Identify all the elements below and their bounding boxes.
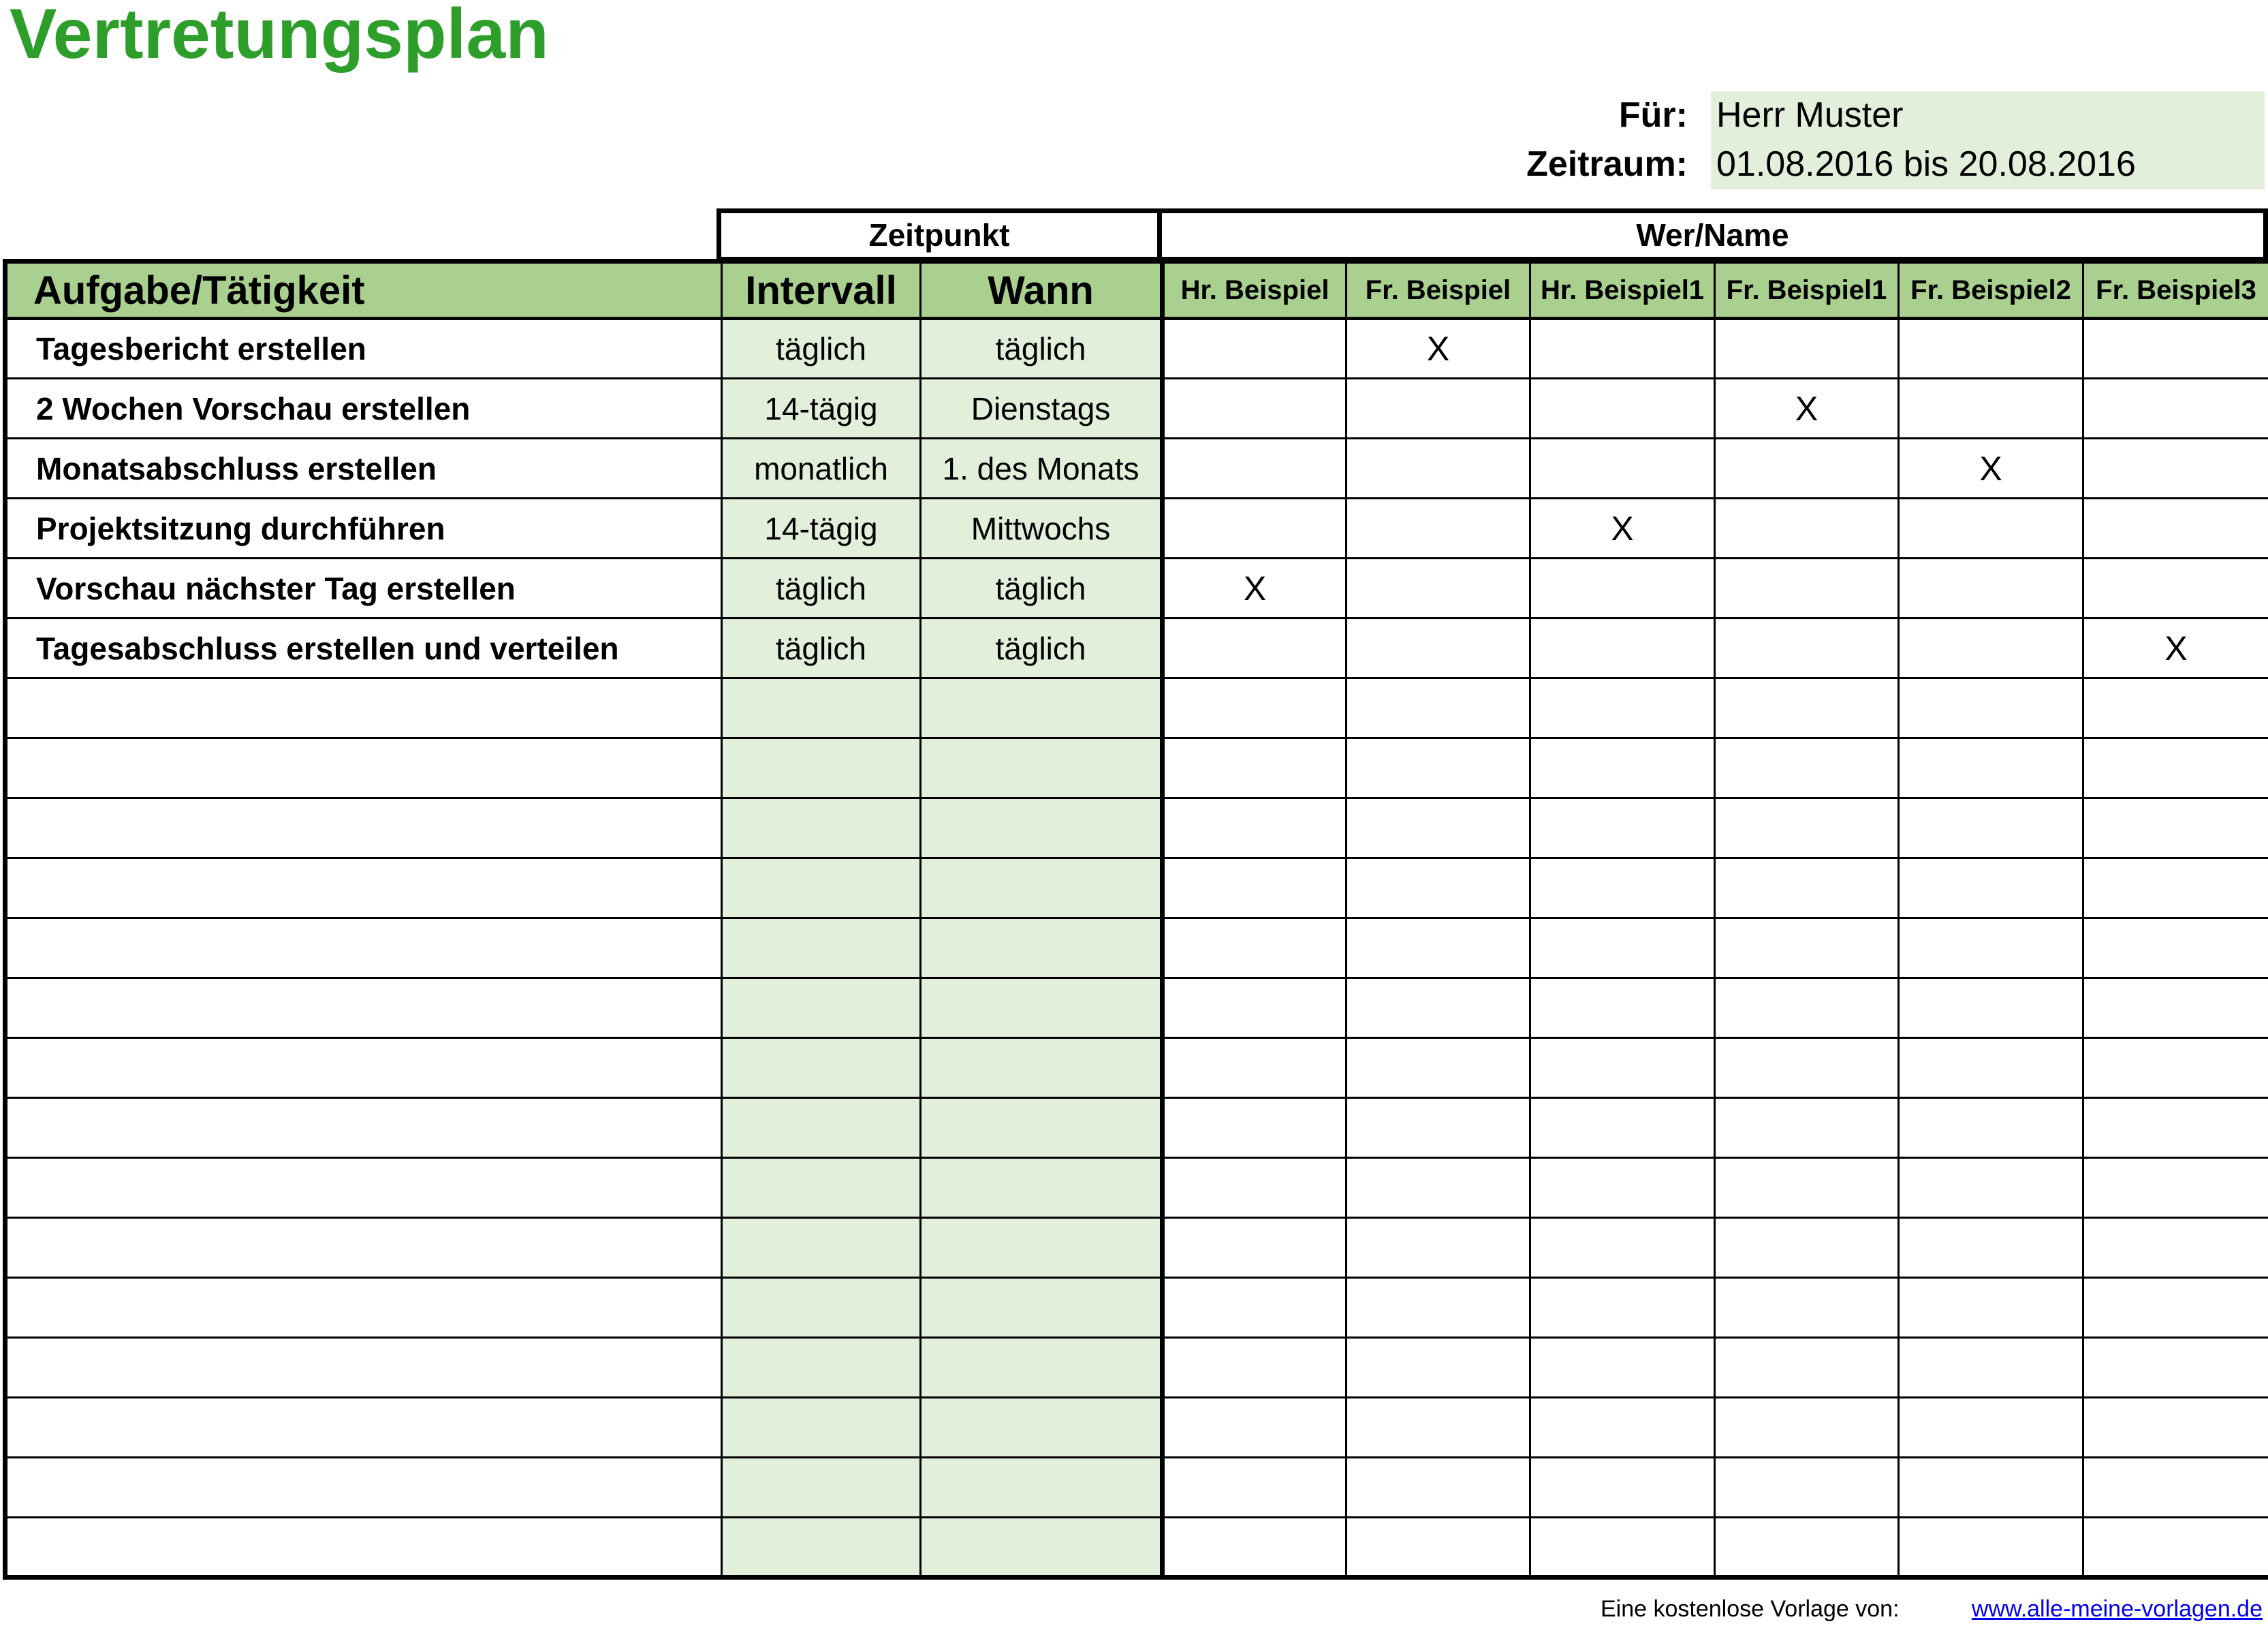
assignment-cell[interactable]: X [1346, 319, 1530, 379]
wann-cell[interactable]: Dienstags [921, 379, 1163, 439]
header-name-3: Hr. Beispiel1 [1530, 262, 1715, 319]
assignment-cell[interactable] [2083, 678, 2268, 738]
assignment-cell[interactable] [1715, 439, 1899, 499]
table-row [5, 1098, 2268, 1158]
intervall-cell[interactable] [722, 1218, 921, 1278]
assignment-cell[interactable] [1346, 798, 1530, 858]
assignment-cell[interactable] [1530, 918, 1715, 978]
intervall-cell[interactable] [722, 738, 921, 798]
assignment-cell[interactable] [1163, 1158, 1346, 1218]
task-cell[interactable]: Monatsabschluss erstellen [5, 439, 722, 499]
assignment-cell[interactable] [1346, 559, 1530, 619]
zeitraum-label: Zeitraum: [1526, 144, 1688, 184]
assignment-cell[interactable] [2083, 978, 2268, 1038]
assignment-cell[interactable] [2083, 1038, 2268, 1098]
zeitraum-value[interactable]: 01.08.2016 bis 20.08.2016 [1711, 140, 2265, 188]
assignment-cell[interactable] [1346, 858, 1530, 918]
assignment-cell[interactable] [1715, 319, 1899, 379]
assignment-cell[interactable] [1530, 1158, 1715, 1218]
wann-cell[interactable] [921, 1278, 1163, 1338]
assignment-cell[interactable] [1899, 319, 2083, 379]
header-name-4: Fr. Beispiel1 [1715, 262, 1899, 319]
task-cell[interactable] [5, 1278, 722, 1338]
task-cell[interactable] [5, 1518, 722, 1578]
table-row [5, 319, 2268, 379]
assignment-cell[interactable] [1346, 439, 1530, 499]
assignment-cell[interactable] [1346, 1218, 1530, 1278]
assignment-cell[interactable] [1346, 918, 1530, 978]
task-cell[interactable] [5, 798, 722, 858]
task-cell[interactable]: Tagesbericht erstellen [5, 319, 722, 379]
table-row [5, 1158, 2268, 1218]
assignment-cell[interactable] [1899, 499, 2083, 559]
assignment-cell[interactable] [1899, 798, 2083, 858]
assignment-cell[interactable] [1163, 918, 1346, 978]
intervall-cell[interactable]: monatlich [722, 439, 921, 499]
assignment-cell[interactable] [1163, 499, 1346, 559]
wann-cell[interactable]: Mittwochs [921, 499, 1163, 559]
table-row [5, 439, 2268, 499]
table-row [5, 918, 2268, 978]
assignment-cell[interactable] [1163, 1458, 1346, 1518]
assignment-cell[interactable] [2083, 439, 2268, 499]
assignment-cell[interactable] [1346, 738, 1530, 798]
assignment-cell[interactable] [2083, 559, 2268, 619]
wann-cell[interactable] [921, 1458, 1163, 1518]
assignment-cell[interactable] [1530, 1278, 1715, 1338]
assignment-cell[interactable] [1163, 1338, 1346, 1398]
assignment-cell[interactable] [1530, 619, 1715, 678]
assignment-cell[interactable] [1346, 1398, 1530, 1458]
task-cell[interactable] [5, 1218, 722, 1278]
assignment-cell[interactable] [1899, 1338, 2083, 1398]
assignment-cell[interactable] [1530, 319, 1715, 379]
intervall-cell[interactable] [722, 798, 921, 858]
assignment-cell[interactable] [1346, 1458, 1530, 1518]
assignment-cell[interactable] [1163, 1398, 1346, 1458]
header-name-1: Hr. Beispiel [1163, 262, 1346, 319]
intervall-cell[interactable] [722, 1458, 921, 1518]
assignment-cell[interactable] [1163, 978, 1346, 1038]
assignment-cell[interactable] [1715, 978, 1899, 1038]
assignment-cell[interactable] [1899, 978, 2083, 1038]
assignment-cell[interactable] [1346, 1278, 1530, 1338]
wann-cell[interactable] [921, 1518, 1163, 1578]
assignment-cell[interactable] [1163, 1218, 1346, 1278]
header-intervall: Intervall [722, 262, 921, 319]
header-row [5, 262, 2268, 319]
wann-cell[interactable] [921, 1158, 1163, 1218]
assignment-cell[interactable] [1163, 1518, 1346, 1578]
task-cell[interactable] [5, 1458, 722, 1518]
assignment-cell[interactable] [1346, 678, 1530, 738]
task-cell[interactable]: 2 Wochen Vorschau erstellen [5, 379, 722, 439]
task-cell[interactable] [5, 1338, 722, 1398]
assignment-cell[interactable] [2083, 319, 2268, 379]
assignment-cell[interactable] [2083, 858, 2268, 918]
assignment-cell[interactable] [1715, 738, 1899, 798]
substitution-table [3, 259, 2268, 1580]
intervall-cell[interactable] [722, 1518, 921, 1578]
assignment-cell[interactable]: X [1530, 499, 1715, 559]
assignment-cell[interactable] [1163, 678, 1346, 738]
assignment-cell[interactable]: X [2083, 619, 2268, 678]
wann-cell[interactable] [921, 738, 1163, 798]
assignment-cell[interactable] [1346, 499, 1530, 559]
header-name-2: Fr. Beispiel [1346, 262, 1530, 319]
intervall-cell[interactable] [722, 1398, 921, 1458]
table-row [5, 379, 2268, 439]
assignment-cell[interactable] [1346, 1098, 1530, 1158]
page-title: Vertretungsplan [10, 0, 549, 74]
assignment-cell[interactable] [2083, 1338, 2268, 1398]
table-row [5, 499, 2268, 559]
table-row [5, 1518, 2268, 1578]
assignment-cell[interactable] [1530, 1458, 1715, 1518]
assignment-cell[interactable] [2083, 918, 2268, 978]
assignment-cell[interactable] [1163, 1038, 1346, 1098]
intervall-cell[interactable] [722, 1338, 921, 1398]
wann-cell[interactable]: täglich [921, 559, 1163, 619]
intervall-cell[interactable] [722, 1038, 921, 1098]
wann-cell[interactable] [921, 1398, 1163, 1458]
assignment-cell[interactable] [1346, 619, 1530, 678]
assignment-cell[interactable] [1715, 559, 1899, 619]
assignment-cell[interactable] [2083, 738, 2268, 798]
wann-cell[interactable] [921, 1038, 1163, 1098]
fuer-label: Für: [1618, 95, 1688, 135]
assignment-cell[interactable] [1163, 1278, 1346, 1338]
task-cell[interactable] [5, 738, 722, 798]
assignment-cell[interactable] [1530, 858, 1715, 918]
assignment-cell[interactable] [1715, 1218, 1899, 1278]
intervall-cell[interactable] [722, 1098, 921, 1158]
assignment-cell[interactable] [2083, 1218, 2268, 1278]
assignment-cell[interactable] [2083, 1098, 2268, 1158]
assignment-cell[interactable] [1899, 1218, 2083, 1278]
assignment-cell[interactable] [1899, 559, 2083, 619]
table-row [5, 858, 2268, 918]
assignment-cell[interactable] [1715, 619, 1899, 678]
assignment-cell[interactable] [1530, 1098, 1715, 1158]
intervall-cell[interactable]: 14-tägig [722, 499, 921, 559]
task-cell[interactable] [5, 678, 722, 738]
assignment-cell[interactable] [1530, 1038, 1715, 1098]
assignment-cell[interactable]: X [1715, 379, 1899, 439]
assignment-cell[interactable] [1715, 1098, 1899, 1158]
task-cell[interactable] [5, 978, 722, 1038]
assignment-cell[interactable]: X [1899, 439, 2083, 499]
assignment-cell[interactable] [1715, 1458, 1899, 1518]
assignment-cell[interactable] [2083, 1278, 2268, 1338]
task-cell[interactable] [5, 918, 722, 978]
table-row [5, 738, 2268, 798]
assignment-cell[interactable] [1715, 1278, 1899, 1338]
intervall-cell[interactable] [722, 1278, 921, 1338]
task-cell[interactable] [5, 858, 722, 918]
wann-cell[interactable]: täglich [921, 319, 1163, 379]
wann-cell[interactable]: 1. des Monats [921, 439, 1163, 499]
wann-cell[interactable] [921, 1098, 1163, 1158]
table-row [5, 1218, 2268, 1278]
assignment-cell[interactable] [1530, 1338, 1715, 1398]
assignment-cell[interactable] [1530, 738, 1715, 798]
assignment-cell[interactable] [1346, 1038, 1530, 1098]
table-row [5, 1338, 2268, 1398]
assignment-cell[interactable] [1163, 738, 1346, 798]
assignment-cell[interactable] [1163, 319, 1346, 379]
header-name-6: Fr. Beispiel3 [2083, 262, 2268, 319]
assignment-cell[interactable] [1530, 978, 1715, 1038]
table-row [5, 978, 2268, 1038]
wann-cell[interactable] [921, 858, 1163, 918]
assignment-cell[interactable] [1163, 1098, 1346, 1158]
task-cell[interactable] [5, 1398, 722, 1458]
assignment-cell[interactable] [2083, 1518, 2268, 1578]
assignment-cell[interactable] [1715, 678, 1899, 738]
table-row [5, 619, 2268, 678]
assignment-cell[interactable] [1163, 439, 1346, 499]
assignment-cell[interactable] [1715, 1038, 1899, 1098]
assignment-cell[interactable] [1715, 798, 1899, 858]
assignment-cell[interactable] [1163, 858, 1346, 918]
assignment-cell[interactable] [1530, 1218, 1715, 1278]
assignment-cell[interactable] [1899, 678, 2083, 738]
assignment-cell[interactable] [2083, 1398, 2268, 1458]
assignment-cell[interactable] [1899, 1398, 2083, 1458]
assignment-cell[interactable] [1715, 1338, 1899, 1398]
footer-link[interactable]: www.alle-meine-vorlagen.de [1971, 1596, 2263, 1622]
table-row [5, 678, 2268, 738]
header-wann: Wann [921, 262, 1163, 319]
assignment-cell[interactable] [1715, 1398, 1899, 1458]
assignment-cell[interactable]: X [1163, 559, 1346, 619]
assignment-cell[interactable] [2083, 379, 2268, 439]
assignment-cell[interactable] [1715, 1518, 1899, 1578]
assignment-cell[interactable] [1530, 798, 1715, 858]
table-row [5, 1458, 2268, 1518]
intervall-cell[interactable] [722, 918, 921, 978]
intervall-cell[interactable]: täglich [722, 559, 921, 619]
assignment-cell[interactable] [1899, 379, 2083, 439]
intervall-cell[interactable]: täglich [722, 319, 921, 379]
task-cell[interactable]: Tagesabschluss erstellen und verteilen [5, 619, 722, 678]
assignment-cell[interactable] [1530, 1518, 1715, 1578]
assignment-cell[interactable] [1715, 918, 1899, 978]
assignment-cell[interactable] [1899, 1098, 2083, 1158]
assignment-cell[interactable] [1899, 1518, 2083, 1578]
wann-cell[interactable]: täglich [921, 619, 1163, 678]
assignment-cell[interactable] [1899, 1158, 2083, 1218]
assignment-cell[interactable] [2083, 1458, 2268, 1518]
wann-cell[interactable] [921, 678, 1163, 738]
intervall-cell[interactable] [722, 978, 921, 1038]
assignment-cell[interactable] [2083, 1158, 2268, 1218]
intervall-cell[interactable] [722, 1158, 921, 1218]
assignment-cell[interactable] [1715, 1158, 1899, 1218]
assignment-cell[interactable] [1163, 798, 1346, 858]
assignment-cell[interactable] [1530, 559, 1715, 619]
assignment-cell[interactable] [1530, 439, 1715, 499]
assignment-cell[interactable] [1530, 678, 1715, 738]
task-cell[interactable] [5, 1098, 722, 1158]
assignment-cell[interactable] [1899, 1038, 2083, 1098]
task-cell[interactable] [5, 1038, 722, 1098]
assignment-cell[interactable] [1346, 1158, 1530, 1218]
assignment-cell[interactable] [1899, 619, 2083, 678]
assignment-cell[interactable] [1899, 1458, 2083, 1518]
task-cell[interactable]: Vorschau nächster Tag erstellen [5, 559, 722, 619]
wann-cell[interactable] [921, 1218, 1163, 1278]
task-cell[interactable]: Projektsitzung durchführen [5, 499, 722, 559]
table-row [5, 1398, 2268, 1458]
group-wer-name: Wer/Name [1157, 208, 2268, 262]
assignment-cell[interactable] [2083, 798, 2268, 858]
intervall-cell[interactable]: täglich [722, 619, 921, 678]
wann-cell[interactable] [921, 978, 1163, 1038]
footer-text: Eine kostenlose Vorlage von: [1601, 1596, 1900, 1622]
group-zeitpunkt: Zeitpunkt [716, 208, 1162, 262]
assignment-cell[interactable] [1899, 918, 2083, 978]
header-name-5: Fr. Beispiel2 [1899, 262, 2083, 319]
table-row [5, 1278, 2268, 1338]
assignment-cell[interactable] [1715, 499, 1899, 559]
wann-cell[interactable] [921, 1338, 1163, 1398]
assignment-cell[interactable] [1899, 1278, 2083, 1338]
intervall-cell[interactable] [722, 678, 921, 738]
assignment-cell[interactable] [1899, 858, 2083, 918]
task-cell[interactable] [5, 1158, 722, 1218]
assignment-cell[interactable] [1163, 379, 1346, 439]
wann-cell[interactable] [921, 798, 1163, 858]
fuer-value[interactable]: Herr Muster [1711, 91, 2265, 139]
table-row [5, 798, 2268, 858]
assignment-cell[interactable] [1346, 1518, 1530, 1578]
intervall-cell[interactable] [722, 858, 921, 918]
assignment-cell[interactable] [2083, 499, 2268, 559]
table-row [5, 559, 2268, 619]
assignment-cell[interactable] [1346, 379, 1530, 439]
table-row [5, 1038, 2268, 1098]
intervall-cell[interactable]: 14-tägig [722, 379, 921, 439]
assignment-cell[interactable] [1715, 858, 1899, 918]
assignment-cell[interactable] [1530, 379, 1715, 439]
assignment-cell[interactable] [1346, 978, 1530, 1038]
assignment-cell[interactable] [1163, 619, 1346, 678]
wann-cell[interactable] [921, 918, 1163, 978]
assignment-cell[interactable] [1530, 1398, 1715, 1458]
header-task: Aufgabe/Tätigkeit [5, 262, 722, 319]
assignment-cell[interactable] [1346, 1338, 1530, 1398]
assignment-cell[interactable] [1899, 738, 2083, 798]
